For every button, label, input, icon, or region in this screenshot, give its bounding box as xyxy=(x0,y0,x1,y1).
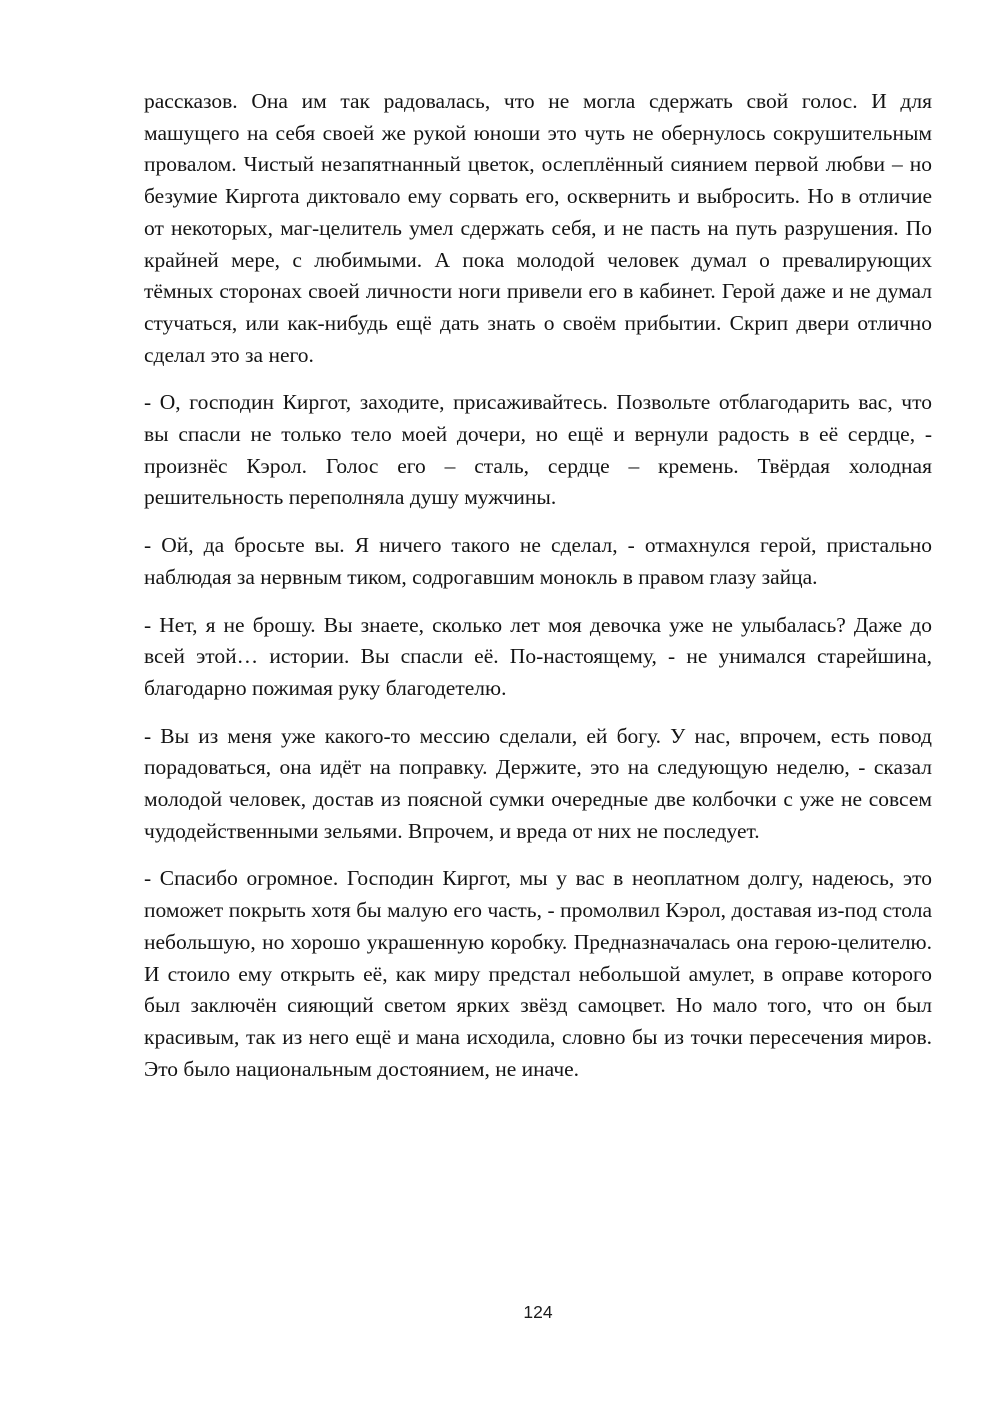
paragraph: рассказов. Она им так радовалась, что не могла сдержать свой голос. И для машущего на себя своей же рукой юноши это чуть не обернулось сокрушительным провалом. Чистый незапятнанный цветок, ослеплённый сиянием первой любви – но безумие Киргота диктовало ему сорвать его, осквернить и выбросить. Но в отличие от некоторых, маг-целитель умел сдержать себя, и не пасть на путь разрушения. По крайней мере, с любимыми. А пока молодой человек думал о превалирующих тёмных сторонах своей личности ноги привели его в кабинет. Герой даже и не думал стучаться, или как-нибудь ещё дать знать о своём прибытии. Скрип двери отлично сделал это за него. xyxy=(144,89,932,367)
paragraph: - Ой, да бросьте вы. Я ничего такого не сделал, - отмахнулся герой, пристально наблюдая за нервным тиком, содрогавшим монокль в правом глазу зайца. xyxy=(144,533,932,589)
paragraph: - Вы из меня уже какого-то мессию сделали, ей богу. У нас, впрочем, есть повод порадоваться, она идёт на поправку. Держите, это на следующую неделю, - сказал молодой человек, достав из поясной сумки очередные две колбочки с уже не совсем чудодейственными зельями. Впрочем, и вреда от них не последует. xyxy=(144,723,932,843)
paragraph: - Спасибо огромное. Господин Киргот, мы у вас в неоплатном долгу, надеюсь, это поможет покрыть хотя бы малую его часть, - промолвил Кэрол, доставая из-под стола небольшую, но хорошо украшенную коробку. Предназначалась она герою-целителю. И стоило ему открыть её, как миру предстал небольшой амулет, в оправе которого был заключён сияющий светом ярких звёзд самоцвет. Но мало того, что он был красивым, так из него ещё и мана исходила, словно бы из точки пересечения миров. Это было национальным достоянием, не иначе. xyxy=(144,866,932,1081)
paragraph: - Нет, я не брошу. Вы знаете, сколько лет моя девочка уже не улыбалась? Даже до всей этой… истории. Вы спасли её. По-настоящему, - не унимался старейшина, благодарно пожимая руку благодетелю. xyxy=(144,612,932,700)
paragraph: - О, господин Киргот, заходите, присаживайтесь. Позвольте отблагодарить вас, что вы спасли не только тело моей дочери, но ещё и вернули радость в её сердце, - произнёс Кэрол. Голос его – сталь, сердце – кремень. Твёрдая холодная решительность переполняла душу мужчины. xyxy=(144,390,932,510)
text-block xyxy=(144,86,932,1085)
page-number: 124 xyxy=(523,1302,553,1322)
